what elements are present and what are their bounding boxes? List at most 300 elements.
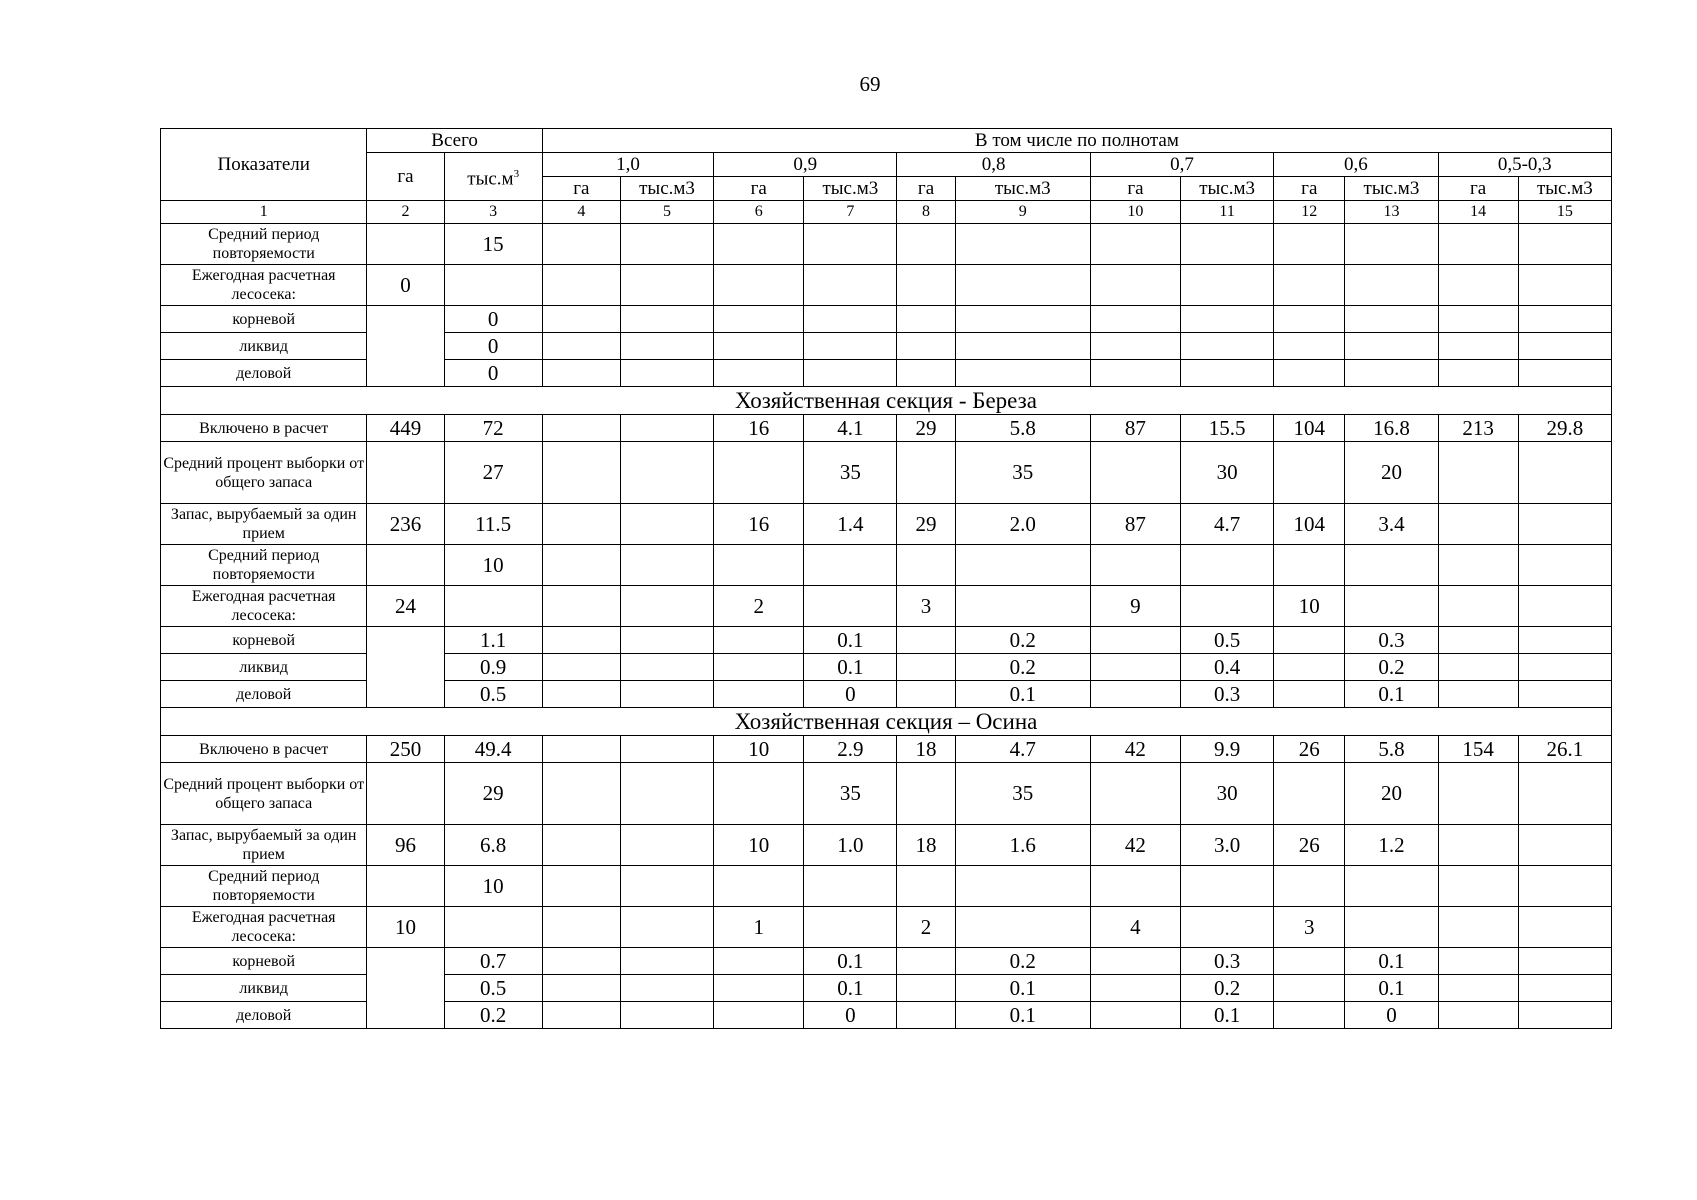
header-sub-ha: га — [1090, 177, 1180, 201]
table-cell: 35 — [804, 763, 897, 825]
table-cell — [1518, 333, 1611, 360]
table-cell — [542, 825, 620, 866]
table-cell — [367, 545, 444, 586]
table-cell: 87 — [1090, 504, 1180, 545]
row-label: корневой — [161, 948, 367, 975]
table-row — [161, 442, 1612, 504]
table-cell: 1.6 — [955, 825, 1090, 866]
table-cell: 72 — [444, 415, 542, 442]
table-cell — [1438, 825, 1518, 866]
table-cell — [542, 333, 620, 360]
table-cell: 35 — [955, 763, 1090, 825]
table-cell — [1438, 333, 1518, 360]
table-cell: 29.8 — [1518, 415, 1611, 442]
table-cell: 0.1 — [804, 975, 897, 1002]
table-cell — [1181, 224, 1274, 265]
table-cell — [955, 545, 1090, 586]
table-cell: 0.1 — [1181, 1002, 1274, 1029]
table-cell: 3.0 — [1181, 825, 1274, 866]
table-cell — [1518, 763, 1611, 825]
column-number: 1 — [161, 201, 367, 224]
table-cell — [714, 1002, 804, 1029]
table-cell — [1274, 265, 1345, 306]
table-cell — [1274, 948, 1345, 975]
table-cell — [542, 907, 620, 948]
table-row — [161, 736, 1612, 763]
header-sub-thous: тыс.м3 — [620, 177, 713, 201]
table-row — [161, 224, 1612, 265]
table-cell: 35 — [955, 442, 1090, 504]
table-cell: 6.8 — [444, 825, 542, 866]
table-cell: 0.7 — [444, 948, 542, 975]
table-cell — [1090, 442, 1180, 504]
table-cell — [1518, 627, 1611, 654]
table-cell: 15.5 — [1181, 415, 1274, 442]
table-cell — [1090, 763, 1180, 825]
table-cell: 29 — [444, 763, 542, 825]
table-cell: 30 — [1181, 442, 1274, 504]
table-cell — [1274, 866, 1345, 907]
table-cell — [804, 866, 897, 907]
table-cell: 0 — [367, 265, 444, 306]
table-cell — [1090, 265, 1180, 306]
table-cell — [620, 654, 713, 681]
table-cell — [1518, 1002, 1611, 1029]
table-cell — [1438, 442, 1518, 504]
table-cell: 0.2 — [444, 1002, 542, 1029]
table-cell — [620, 333, 713, 360]
table-cell — [804, 545, 897, 586]
table-cell — [1090, 306, 1180, 333]
table-cell — [804, 907, 897, 948]
table-cell: 0.1 — [804, 948, 897, 975]
table-cell: 0 — [804, 1002, 897, 1029]
table-cell — [1345, 333, 1438, 360]
table-row — [161, 545, 1612, 586]
table-cell — [714, 306, 804, 333]
table-cell — [1090, 360, 1180, 387]
table-cell: 20 — [1345, 442, 1438, 504]
page-number: 69 — [859, 72, 881, 96]
row-label: Средний процент выборки от общего запаса — [161, 763, 367, 825]
table-cell — [620, 825, 713, 866]
table-cell: 10 — [444, 866, 542, 907]
table-cell — [1438, 866, 1518, 907]
table-cell: 0.1 — [955, 975, 1090, 1002]
table-cell: 449 — [367, 415, 444, 442]
table-cell — [1518, 907, 1611, 948]
table-cell: 104 — [1274, 504, 1345, 545]
table-cell — [1345, 360, 1438, 387]
table-cell: 1.4 — [804, 504, 897, 545]
table-cell: 0.1 — [1345, 681, 1438, 708]
table-row — [161, 907, 1612, 948]
row-label: Включено в расчет — [161, 736, 367, 763]
table-row — [161, 415, 1612, 442]
table-cell — [1438, 763, 1518, 825]
table-cell: 96 — [367, 825, 444, 866]
header-sub-ha: га — [1438, 177, 1518, 201]
column-numbers-row — [161, 201, 1612, 224]
table-cell — [542, 415, 620, 442]
table-cell: 0.3 — [1181, 681, 1274, 708]
header-sub-thous: тыс.м3 — [1181, 177, 1274, 201]
table-cell — [444, 907, 542, 948]
row-label: Запас, вырубаемый за один прием — [161, 504, 367, 545]
table-cell — [1274, 975, 1345, 1002]
row-label: корневой — [161, 627, 367, 654]
allowable-cut-table — [160, 128, 1612, 1029]
header-sub-thous: тыс.м3 — [955, 177, 1090, 201]
table-cell — [1438, 948, 1518, 975]
header-sub-thous: тыс.м3 — [1518, 177, 1611, 201]
table-row — [161, 948, 1612, 975]
table-cell — [1345, 306, 1438, 333]
table-cell — [1090, 333, 1180, 360]
table-cell — [714, 654, 804, 681]
table-cell — [714, 442, 804, 504]
table-cell — [1438, 1002, 1518, 1029]
table-cell — [542, 545, 620, 586]
table-cell — [955, 333, 1090, 360]
table-cell — [897, 333, 955, 360]
row-label: деловой — [161, 681, 367, 708]
row-label: деловой — [161, 1002, 367, 1029]
table-row — [161, 586, 1612, 627]
table-cell: 0.1 — [955, 1002, 1090, 1029]
table-cell — [897, 654, 955, 681]
table-row — [161, 825, 1612, 866]
table-cell: 10 — [714, 825, 804, 866]
table-cell — [1518, 948, 1611, 975]
table-row — [161, 627, 1612, 654]
table-cell — [804, 586, 897, 627]
table-cell — [542, 948, 620, 975]
table-cell — [955, 306, 1090, 333]
table-cell: 30 — [1181, 763, 1274, 825]
table-cell — [1274, 763, 1345, 825]
table-cell — [1345, 907, 1438, 948]
table-cell — [897, 1002, 955, 1029]
table-cell — [714, 975, 804, 1002]
table-cell: 2.9 — [804, 736, 897, 763]
table-cell — [620, 415, 713, 442]
table-cell — [620, 360, 713, 387]
row-label: Средний период повторяемости — [161, 866, 367, 907]
table-cell: 29 — [897, 504, 955, 545]
table-cell — [542, 265, 620, 306]
table-cell: 0.1 — [1345, 948, 1438, 975]
table-cell — [1345, 866, 1438, 907]
table-cell — [714, 545, 804, 586]
table-cell — [444, 265, 542, 306]
table-row — [161, 306, 1612, 333]
table-cell — [542, 975, 620, 1002]
table-cell — [804, 306, 897, 333]
table-cell — [714, 333, 804, 360]
table-cell: 49.4 — [444, 736, 542, 763]
table-cell — [897, 265, 955, 306]
table-cell: 5.8 — [1345, 736, 1438, 763]
table-cell: 0.5 — [444, 681, 542, 708]
table-cell: 4.7 — [1181, 504, 1274, 545]
column-number: 3 — [444, 201, 542, 224]
table-cell — [714, 224, 804, 265]
table-row — [161, 866, 1612, 907]
table-row — [161, 763, 1612, 825]
table-cell: 1.2 — [1345, 825, 1438, 866]
table-cell — [1090, 948, 1180, 975]
merged-empty-cell — [367, 627, 444, 708]
row-label: Средний период повторяемости — [161, 545, 367, 586]
table-cell: 213 — [1438, 415, 1518, 442]
table-cell — [542, 586, 620, 627]
table-cell — [620, 442, 713, 504]
table-cell — [620, 975, 713, 1002]
table-cell — [897, 224, 955, 265]
table-cell — [897, 948, 955, 975]
table-cell: 0.1 — [1345, 975, 1438, 1002]
table-cell — [1274, 360, 1345, 387]
table-cell — [1518, 360, 1611, 387]
table-cell: 0 — [444, 333, 542, 360]
table-cell — [897, 975, 955, 1002]
column-number: 5 — [620, 201, 713, 224]
header-sub-thous: тыс.м3 — [1345, 177, 1438, 201]
table-cell: 0.3 — [1181, 948, 1274, 975]
table-cell: 26 — [1274, 825, 1345, 866]
table-cell — [1438, 907, 1518, 948]
table-cell — [1181, 866, 1274, 907]
table-cell: 11.5 — [444, 504, 542, 545]
table-cell — [444, 586, 542, 627]
table-cell — [1345, 545, 1438, 586]
table-cell: 16 — [714, 504, 804, 545]
column-number: 6 — [714, 201, 804, 224]
table-cell: 16.8 — [1345, 415, 1438, 442]
table-cell — [1438, 504, 1518, 545]
table-cell — [955, 360, 1090, 387]
table-cell — [714, 948, 804, 975]
table-cell — [897, 866, 955, 907]
table-cell: 0 — [444, 306, 542, 333]
table-cell — [1518, 825, 1611, 866]
header-density: 0,8 — [897, 153, 1090, 177]
row-label: ликвид — [161, 654, 367, 681]
table-cell — [367, 763, 444, 825]
table-cell: 20 — [1345, 763, 1438, 825]
table-cell — [1090, 545, 1180, 586]
table-cell — [620, 627, 713, 654]
table-cell — [804, 265, 897, 306]
table-cell — [1518, 586, 1611, 627]
table-cell — [1181, 306, 1274, 333]
table-cell — [1345, 265, 1438, 306]
table-cell — [897, 681, 955, 708]
table-cell — [1090, 681, 1180, 708]
table-cell: 3 — [1274, 907, 1345, 948]
table-cell — [1518, 265, 1611, 306]
table-cell — [542, 866, 620, 907]
table-cell — [620, 736, 713, 763]
table-cell: 0.5 — [444, 975, 542, 1002]
table-cell: 27 — [444, 442, 542, 504]
row-label: Средний период повторяемости — [161, 224, 367, 265]
table-cell: 18 — [897, 825, 955, 866]
table-cell — [1181, 360, 1274, 387]
table-cell — [1438, 975, 1518, 1002]
table-cell: 0.1 — [804, 627, 897, 654]
table-cell: 15 — [444, 224, 542, 265]
merged-empty-cell — [367, 306, 444, 387]
table-cell: 35 — [804, 442, 897, 504]
table-cell: 18 — [897, 736, 955, 763]
table-cell — [1518, 442, 1611, 504]
table-cell — [1438, 306, 1518, 333]
header-sub-ha: га — [542, 177, 620, 201]
table-cell — [1274, 654, 1345, 681]
table-cell — [1090, 627, 1180, 654]
table-cell — [1518, 504, 1611, 545]
table-cell — [714, 763, 804, 825]
column-number: 7 — [804, 201, 897, 224]
header-density: 0,5-0,3 — [1438, 153, 1611, 177]
table-cell: 10 — [444, 545, 542, 586]
table-cell — [1438, 265, 1518, 306]
table-cell: 5.8 — [955, 415, 1090, 442]
header-total-thous-m3: $тыс.м^3$ — [444, 153, 542, 201]
table-cell — [1181, 265, 1274, 306]
table-cell — [1090, 866, 1180, 907]
table-cell — [1438, 681, 1518, 708]
table-cell — [1438, 586, 1518, 627]
table-cell — [1438, 224, 1518, 265]
column-number: 13 — [1345, 201, 1438, 224]
table-cell — [1181, 333, 1274, 360]
table-cell: 104 — [1274, 415, 1345, 442]
table-cell — [542, 763, 620, 825]
table-cell: 1.1 — [444, 627, 542, 654]
table-cell — [1274, 627, 1345, 654]
row-label: Ежегодная расчетная лесосека: — [161, 907, 367, 948]
table-cell — [955, 866, 1090, 907]
table-cell — [897, 442, 955, 504]
table-cell: 2 — [714, 586, 804, 627]
table-row — [161, 504, 1612, 545]
table-cell — [897, 763, 955, 825]
table-cell — [1274, 224, 1345, 265]
table-cell: 3 — [897, 586, 955, 627]
row-label: корневой — [161, 306, 367, 333]
table-cell: 0.2 — [1345, 654, 1438, 681]
table-cell: 2.0 — [955, 504, 1090, 545]
table-cell: 4.7 — [955, 736, 1090, 763]
table-cell — [620, 504, 713, 545]
table-cell — [620, 948, 713, 975]
table-cell — [620, 545, 713, 586]
table-cell — [367, 224, 444, 265]
table-cell — [542, 681, 620, 708]
table-cell: 236 — [367, 504, 444, 545]
table-cell: 10 — [367, 907, 444, 948]
section-title: Хозяйственная секция - Береза — [161, 387, 1612, 415]
table-cell — [542, 360, 620, 387]
row-label: Включено в расчет — [161, 415, 367, 442]
table-cell — [955, 224, 1090, 265]
header-density: 0,7 — [1090, 153, 1273, 177]
header-density: 0,9 — [714, 153, 897, 177]
table-cell — [955, 265, 1090, 306]
table-cell: 26.1 — [1518, 736, 1611, 763]
table-cell — [1274, 545, 1345, 586]
column-number: 4 — [542, 201, 620, 224]
table-cell — [1438, 654, 1518, 681]
table-cell — [1090, 975, 1180, 1002]
table-cell — [620, 907, 713, 948]
table-cell — [1274, 333, 1345, 360]
table-cell — [1090, 224, 1180, 265]
table-cell: 9.9 — [1181, 736, 1274, 763]
column-number: 8 — [897, 201, 955, 224]
row-label: Запас, вырубаемый за один прием — [161, 825, 367, 866]
table-cell — [1518, 545, 1611, 586]
table-cell: 42 — [1090, 825, 1180, 866]
table-cell — [955, 586, 1090, 627]
table-row — [161, 265, 1612, 306]
table-cell: 29 — [897, 415, 955, 442]
column-number: 2 — [367, 201, 444, 224]
header-density: 0,6 — [1274, 153, 1438, 177]
table-cell — [897, 306, 955, 333]
table-cell — [714, 681, 804, 708]
header-including-by-density: В том числе по полнотам — [542, 129, 1611, 153]
table-cell — [367, 442, 444, 504]
table-cell: 0 — [444, 360, 542, 387]
header-total: Всего — [367, 129, 542, 153]
header-sub-ha: га — [897, 177, 955, 201]
table-cell — [620, 681, 713, 708]
table-cell: 1 — [714, 907, 804, 948]
table-cell — [1181, 907, 1274, 948]
header-sub-ha: га — [714, 177, 804, 201]
row-label: Ежегодная расчетная лесосека: — [161, 586, 367, 627]
table-cell — [897, 360, 955, 387]
table-cell: 9 — [1090, 586, 1180, 627]
table-cell: 0.5 — [1181, 627, 1274, 654]
table-cell: 0.2 — [955, 627, 1090, 654]
table-cell — [714, 360, 804, 387]
table-cell — [1090, 1002, 1180, 1029]
table-cell: 10 — [714, 736, 804, 763]
section-title: Хозяйственная секция – Осина — [161, 708, 1612, 736]
table-cell: 42 — [1090, 736, 1180, 763]
table-cell — [1518, 866, 1611, 907]
table-cell: 26 — [1274, 736, 1345, 763]
table-cell — [1345, 224, 1438, 265]
table-cell — [542, 736, 620, 763]
table-cell — [1438, 627, 1518, 654]
table-cell — [804, 333, 897, 360]
table-cell — [1518, 224, 1611, 265]
header-density: 1,0 — [542, 153, 713, 177]
row-label: Средний процент выборки от общего запаса — [161, 442, 367, 504]
table-cell — [804, 360, 897, 387]
table-cell: 16 — [714, 415, 804, 442]
table-cell: 0.1 — [955, 681, 1090, 708]
table-cell — [1518, 654, 1611, 681]
table-cell — [714, 627, 804, 654]
table-cell: 2 — [897, 907, 955, 948]
